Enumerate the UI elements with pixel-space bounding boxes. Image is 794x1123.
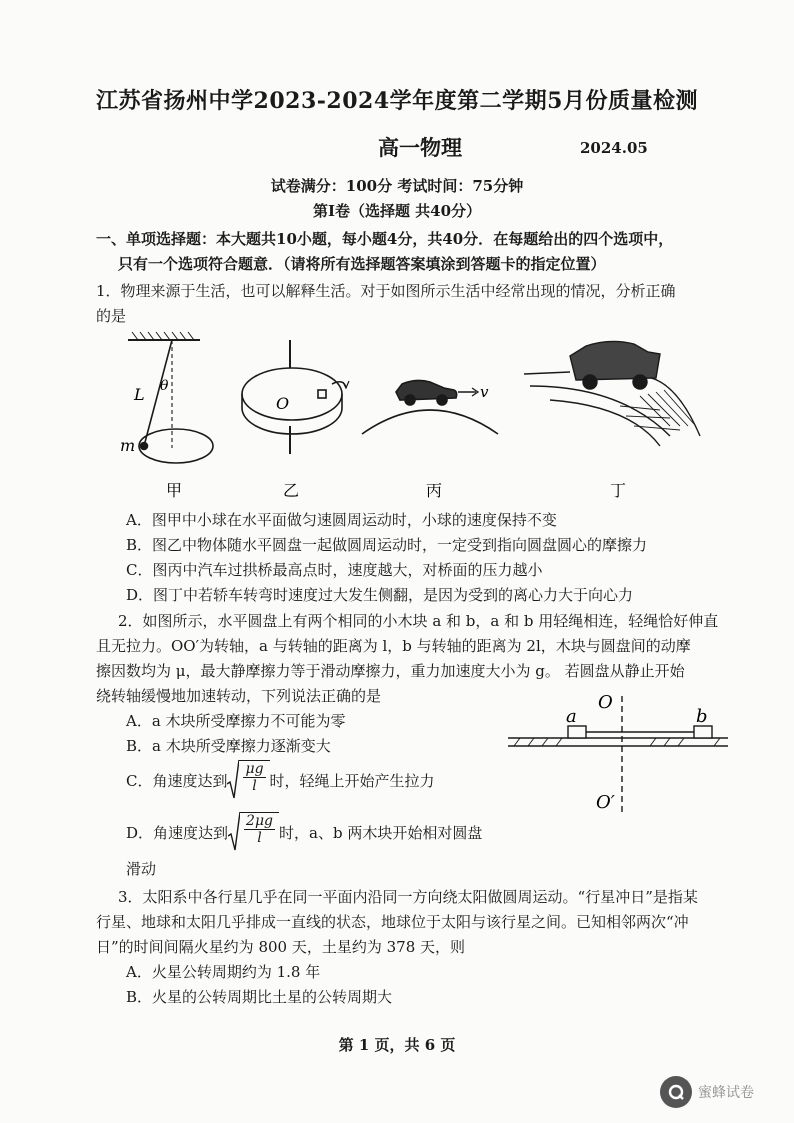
q2-figure-turntable — [500, 690, 740, 820]
q2-stem-line-2: 且无拉力。OO′为转轴，a 与转轴的距离为 l，b 与转轴的距离为 2l，木块与圆盘间的动摩 — [96, 637, 691, 655]
q1-stem-line-2: 的是 — [96, 307, 127, 325]
watermark — [660, 1076, 754, 1108]
label-theta: θ — [160, 378, 169, 394]
q3-stem-line-3: 日”的时间间隔火星约为 800 天，土星约为 378 天，则 — [96, 938, 466, 956]
q2-option-d — [126, 812, 482, 852]
q2-option-d-continuation: 滑动 — [126, 860, 157, 878]
q2-stem-line-4: 绕转轴缓慢地加速转动，下列说法正确的是 — [96, 687, 382, 705]
q2-option-c-prefix: C．角速度达到 — [126, 771, 228, 790]
label-b: b — [696, 706, 708, 727]
section-instruction-line-2: 只有一个选项符合题意．（请将所有选择题答案填涂到答题卡的指定位置） — [118, 255, 606, 273]
section-instruction-line-1: 一、单项选择题：本大题共10小题，每小题4分，共40分．在每题给出的四个选项中， — [96, 230, 674, 248]
exam-meta: 试卷满分：100分 考试时间：75分钟 — [270, 177, 524, 195]
fraction-numerator: μg — [245, 761, 264, 777]
q1-stem-line-1: 1．物理来源于生活，也可以解释生活。对于如图所示生活中经常出现的情况，分析正确 — [96, 282, 676, 300]
q3-option-a: A．火星公转周期约为 1.8 年 — [126, 963, 321, 981]
q2-option-d-suffix: 时，a、b 两木块开始相对圆盘 — [279, 823, 483, 842]
q2-option-b: B．a 木块所受摩擦力逐渐变大 — [126, 737, 331, 755]
sqrt-symbol — [227, 760, 269, 800]
q2-option-c-suffix: 时，轻绳上开始产生拉力 — [269, 771, 435, 790]
q3-option-b: B．火星的公转周期比土星的公转周期大 — [126, 988, 393, 1006]
label-O-axis: O — [598, 692, 613, 713]
q2-stem-line-1: 2．如图所示，水平圆盘上有两个相同的小木块 a 和 b，a 和 b 用轻绳相连，轻绳恰好伸直 — [118, 612, 719, 630]
q1-option-a: A．图甲中小球在水平面做匀速圆周运动时，小球的速度保持不变 — [126, 511, 557, 529]
label-a: a — [566, 706, 577, 727]
q1-figures — [100, 326, 720, 506]
figure-bing-car-on-bridge — [362, 380, 498, 434]
bee-logo-icon — [660, 1076, 692, 1108]
fraction-numerator: 2μg — [246, 813, 273, 829]
label-m: m — [120, 436, 136, 455]
q2-option-c-fraction — [239, 760, 269, 800]
q2-option-c — [126, 760, 435, 800]
label-O-prime: O′ — [596, 792, 615, 813]
q2-option-a: A．a 木块所受摩擦力不可能为零 — [126, 712, 346, 730]
watermark-text: 蜜蜂试卷 — [698, 1085, 754, 1101]
fraction-denominator: l — [252, 778, 257, 794]
page-number: 第 1 页，共 6 页 — [338, 1036, 456, 1054]
q2-stem-line-3: 擦因数均为 μ，最大静摩擦力等于滑动摩擦力，重力加速度大小为 g。 若圆盘从静止开始 — [96, 662, 685, 680]
q1-option-b: B．图乙中物体随水平圆盘一起做圆周运动时，一定受到指向圆盘圆心的摩擦力 — [126, 536, 648, 554]
q2-option-d-prefix: D．角速度达到 — [126, 823, 229, 842]
figure-yi-rotating-disc — [242, 340, 349, 454]
figure-ding-car-rollover — [524, 341, 700, 446]
q3-stem-line-1: 3．太阳系中各行星几乎在同一平面内沿同一方向绕太阳做圆周运动。“行星冲日”是指某 — [118, 888, 698, 906]
label-L: L — [134, 385, 145, 404]
label-ding: 丁 — [610, 481, 627, 500]
exam-title: 江苏省扬州中学2023-2024学年度第二学期5月份质量检测 — [96, 88, 698, 114]
subject-title: 高一物理 — [378, 135, 462, 160]
label-bing: 丙 — [426, 481, 443, 500]
q2-option-d-fraction — [240, 812, 279, 852]
label-yi: 乙 — [283, 481, 300, 500]
exam-date: 2024.05 — [580, 139, 648, 157]
part-heading: 第Ⅰ卷（选择题 共40分） — [312, 202, 482, 220]
label-jia: 甲 — [166, 481, 183, 500]
q1-option-d: D．图丁中若轿车转弯时速度过大发生侧翻，是因为受到的离心力大于向心力 — [126, 586, 634, 604]
sqrt-symbol — [228, 812, 279, 852]
fraction-denominator: l — [257, 830, 262, 846]
q3-stem-line-2: 行星、地球和太阳几乎排成一直线的状态，地球位于太阳与该行星之间。已知相邻两次“冲 — [96, 913, 689, 931]
label-O-disc: O — [276, 394, 290, 413]
label-v: v — [480, 383, 489, 401]
q1-option-c: C．图丙中汽车过拱桥最高点时，速度越大，对桥面的压力越小 — [126, 561, 543, 579]
